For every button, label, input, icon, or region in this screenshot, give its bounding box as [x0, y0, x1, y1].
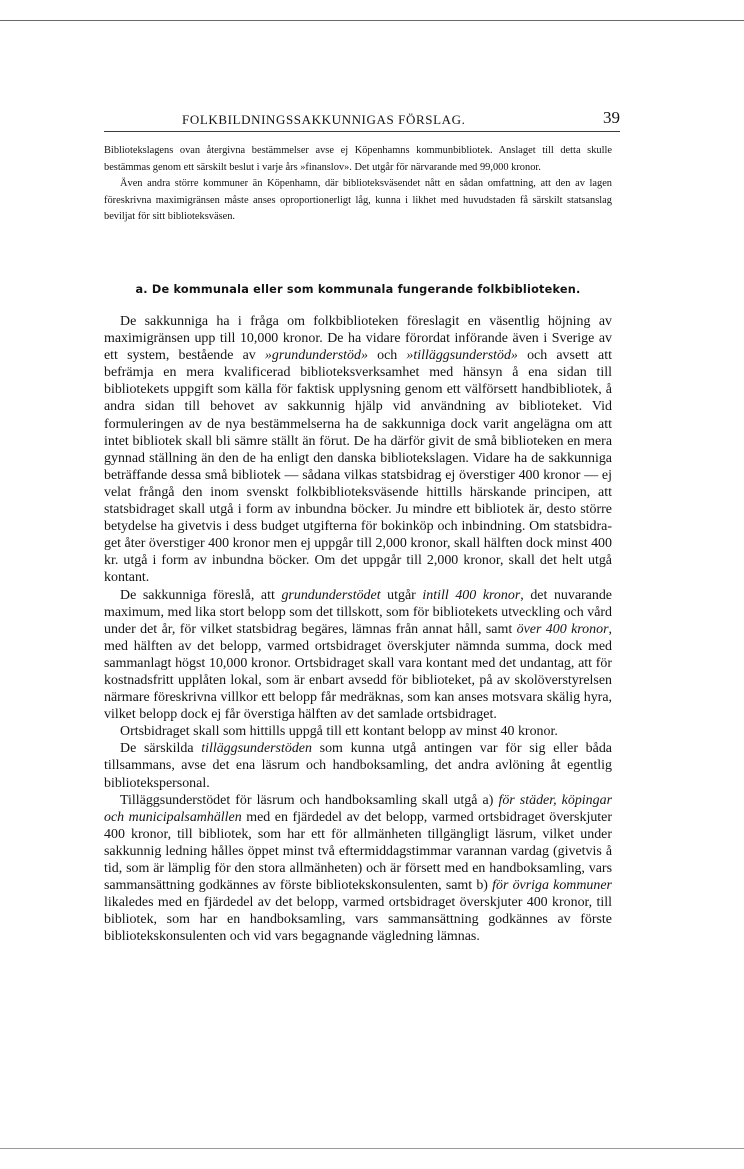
- text-run: och avsett att befrämja en mera kvalificerad biblioteksverksamhet med hänsyn å ena sidan till bibliotekets uppgift som källa för faktisk upplysning genom ett välförsett handbibliotek, å andra sidan till behovet av sakkunnig hjälp vid användning av biblioteket. Vid formuleringen av de nya bestämmelserna ha de sakkunniga dock varit angelägna om att intet bibliotek skall bli sämre ställt än förut. De ha därför givit de små biblioteken en mera gynnad ställning än den de ha enligt den danska bibliotekslagen. Vidare ha de sakkunniga beträffande dessa små bibliotek — sådana vilkas statsbidrag ej överstiger 400 kronor — ej velat frångå den inom svenskt folkbiblioteksväsende hittills härskande principen, att statsbidraget skall utgå i form av inbundna böcker. Ju mindre ett bibliotek är, desto större betydelse ha givetvis i dess budget utgifterna för bokinköp och inbindning. Om statsbidraget åter överstiger 400 kronor men ej uppgår till 2,000 kronor, skall hälften dock minst 400 kr. utgå i form av inbundna böcker. Om det uppgår till 2,000 kronor, skall det helt utgå kontant.: [104, 348, 612, 586]
- italic-text: tilläggsunderstöden: [201, 741, 312, 757]
- page-number: 39: [603, 108, 620, 127]
- body-paragraph: [104, 587, 612, 724]
- text-run: Tilläggsunderstödet för läsrum och handboksamling skall utgå a): [120, 792, 499, 808]
- section-heading: a. De kommunala eller som kommunala fungerande folkbiblioteken.: [135, 283, 581, 296]
- scan-edge-top-line: [0, 20, 744, 21]
- note-paragraph: Även andra större kommuner än Köpenhamn, där biblioteksväsendet nått en sådan omfattning, att den av lagen föreskrivna maximigränsen måste anses oproportionerligt låg, kunna i likhet med huvudstaden få särskilt statsanslag beviljat för sitt biblioteksväsen.: [104, 178, 612, 223]
- text-run: utgår: [380, 587, 423, 603]
- italic-text: intill 400 kronor: [422, 587, 521, 603]
- text-run: De särskilda: [120, 741, 202, 757]
- scan-edge-bottom-line: [0, 1148, 744, 1149]
- text-run: , det nuvarande maximum, med lika stort belopp som det tillskott, som för bibliotekets utveckling och vård under det år, för vilket statsbidrag begäres, lämnas från annat håll, samt: [104, 587, 612, 637]
- italic-text: för övriga kommuner: [492, 878, 612, 894]
- italic-text: över 400 kronor: [516, 621, 609, 637]
- body-paragraph: [104, 723, 612, 740]
- text-run: Ortsbidraget skall som hittills uppgå till ett kontant belopp av minst 40 kronor.: [120, 724, 558, 740]
- note-paragraph: Bibliotekslagens ovan återgivna bestämmelser avse ej Köpenhamns kommunbibliotek. Anslaget till detta skulle bestämmas genom ett särskilt beslut i varje års »finanslov». Det utgår för närvarande med 99,000 kronor.: [104, 145, 612, 173]
- italic-text: för städer, köpingar och municipalsamhällen: [104, 792, 612, 825]
- text-run: De sakkunniga föreslå, att: [120, 587, 282, 603]
- italic-text: grundunderstödet: [281, 587, 381, 603]
- body-text: [104, 313, 612, 945]
- text-run: som kunna utgå antingen var för sig eller båda tillsammans, avse det ena läsrum och handboksamling, det andra avlöning åt egentlig bibliotekspersonal.: [104, 741, 612, 791]
- footnote-block: [104, 143, 612, 226]
- body-paragraph: [104, 792, 612, 946]
- text-run: likaledes med en fjärdedel av det belopp, varmed ortsbidraget överskjuter 400 kronor, till bibliotek, som har en handboksamling, vars sammansättning godkännes av förste bibliotekskonsulenten och vid vars begagnande vägledning lämnas.: [104, 895, 612, 945]
- text-run: med en fjärdedel av det belopp, varmed ortsbidraget överskjuter 400 kronor, till bibliotek, som har ett för allmänheten tillgängligt läsrum, vilket under sakkunnig ledning hålles öppet minst två eftermiddagstimmar varannan vardag (givetvis å tid, som är lämplig för den stora allmänheten) och är försett med en handboksamling, vars sammansättning godkännes av förste bibliotekskonsulenten, samt b): [104, 809, 612, 894]
- running-head: FOLKBILDNINGSSAKKUNNIGAS FÖRSLAG.: [182, 112, 466, 127]
- italic-text: »grundunderstöd»: [264, 348, 368, 364]
- body-paragraph: [104, 740, 612, 791]
- page-header: [104, 108, 620, 132]
- text-run: De sakkunniga ha i fråga om folkbiblioteken föreslagit en väsentlig höjning av maximigränsen upp till 10,000 kronor. De ha vidare förordat införande även i Sverige av ett system, bestående av: [104, 314, 612, 364]
- italic-text: »tilläggsunderstöd»: [406, 348, 518, 364]
- header-rule: [104, 131, 620, 132]
- text-run: , med hälften av det belopp, varmed ortsbidraget överskjuter nämnda summa, dock med sammanlagt högst 10,000 kronor. Ortsbidraget skall vara kontant med det undantag, att för kostnadsfritt upplåten lokal, som är enbart avsedd för biblioteket, på av skolöverstyrelsen närmare föreskrivna villkor ett belopp får medräknas, som kan anses motsvara skälig hyra, vilket belopp dock ej får överstiga hälften av det samlade ortsbidraget.: [104, 621, 612, 723]
- text-run: och: [367, 348, 407, 364]
- body-paragraph: [104, 313, 612, 587]
